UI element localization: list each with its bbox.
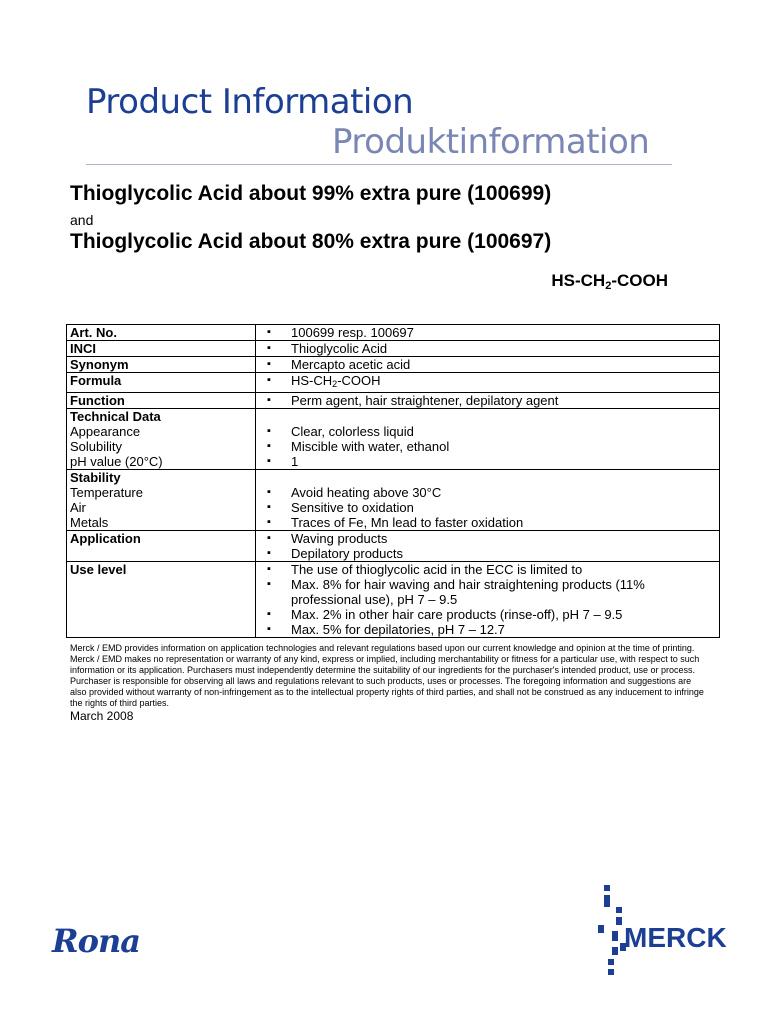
product-properties-table [66, 324, 720, 638]
synonym-label: Synonym [67, 357, 256, 373]
table-row [67, 341, 720, 357]
temperature-value: ▪ Avoid heating above 30°C [259, 485, 716, 500]
table-row [67, 409, 720, 470]
inci-value: ▪ Thioglycolic Acid [259, 341, 716, 356]
application-item: ▪ Depilatory products [259, 546, 716, 561]
technical-data-label: Technical Data [70, 409, 161, 424]
ph-label: pH value (20°C) [70, 454, 163, 469]
use-level-label: Use level [67, 562, 256, 638]
formula-value: ▪ $HS-CH_2$-COOH [259, 373, 716, 392]
art-no-label: Art. No. [67, 325, 256, 341]
formula-label: Formula [67, 373, 256, 393]
use-level-item: ▪ Max. 8% for hair waving and hair straightening products (11% professional use), pH 7 – 9.5 [259, 577, 716, 607]
merck-logo-text: MERCK [624, 922, 727, 953]
appearance-value: ▪ Clear, colorless liquid [259, 424, 716, 439]
product-title-80: Thioglycolic Acid about 80% extra pure (100697) [70, 230, 552, 253]
publication-date: March 2008 [70, 709, 134, 723]
header-title-german: Produktinformation [332, 122, 650, 162]
solubility-value: ▪ Miscible with water, ethanol [259, 439, 716, 454]
table-row [67, 357, 720, 373]
product-title-99: Thioglycolic Acid about 99% extra pure (100699) [70, 182, 552, 205]
art-no-value: ▪ 100699 resp. 100697 [259, 325, 716, 340]
use-level-item: ▪ The use of thioglycolic acid in the ECC is limited to [259, 562, 716, 577]
table-row [67, 393, 720, 409]
header-divider [86, 164, 672, 165]
table-row [67, 470, 720, 531]
table-row [67, 562, 720, 638]
appearance-label: Appearance [70, 424, 141, 439]
disclaimer-text: Merck / EMD provides information on application technologies and relevant regulations based upon our current knowledge and opinion at the time of printing. Merck / EMD makes no representation or warranty of any kind, express or implied, including merchantability or fitness for a particular use, with respect to such information or its application. Purchasers must independently determine the suitability of our ingredients for the purchaser's intended product, use or process. Purchaser is responsible for observing all laws and regulations relevant to such products, uses or processes. The foregoing information and suggestions are also provided without warranty of non-infringement as to the intellectual property rights of third parties, and shall not be construed as any inducement to infringe the rights of third parties. [70, 643, 704, 708]
table-row [67, 373, 720, 393]
air-value: ▪ Sensitive to oxidation [259, 500, 716, 515]
ph-value: ▪ 1 [259, 454, 716, 469]
use-level-item: ▪ Max. 2% in other hair care products (rinse-off), pH 7 – 9.5 [259, 607, 716, 622]
use-level-item: ▪ Max. 5% for depilatories, pH 7 – 12.7 [259, 622, 716, 637]
metals-label: Metals [70, 515, 109, 530]
table-row [67, 531, 720, 562]
stability-label: Stability [70, 470, 121, 485]
function-value: ▪ Perm agent, hair straightener, depilatory agent [259, 393, 716, 408]
rona-logo: Rona [52, 922, 140, 960]
metals-value: ▪ Traces of Fe, Mn lead to faster oxidation [259, 515, 716, 530]
table-row [67, 325, 720, 341]
header-title-english: Product Information [86, 82, 414, 122]
solubility-label: Solubility [70, 439, 123, 454]
application-label: Application [67, 531, 256, 562]
synonym-value: ▪ Mercapto acetic acid [259, 357, 716, 372]
air-label: Air [70, 500, 86, 515]
document-header [86, 82, 676, 162]
inci-label: INCI [67, 341, 256, 357]
temperature-label: Temperature [70, 485, 143, 500]
title-conjunction: and [70, 212, 94, 228]
application-item: ▪ Waving products [259, 531, 716, 546]
function-label: Function [67, 393, 256, 409]
chemical-formula: $HS-CH_2$-COOH [551, 271, 668, 292]
